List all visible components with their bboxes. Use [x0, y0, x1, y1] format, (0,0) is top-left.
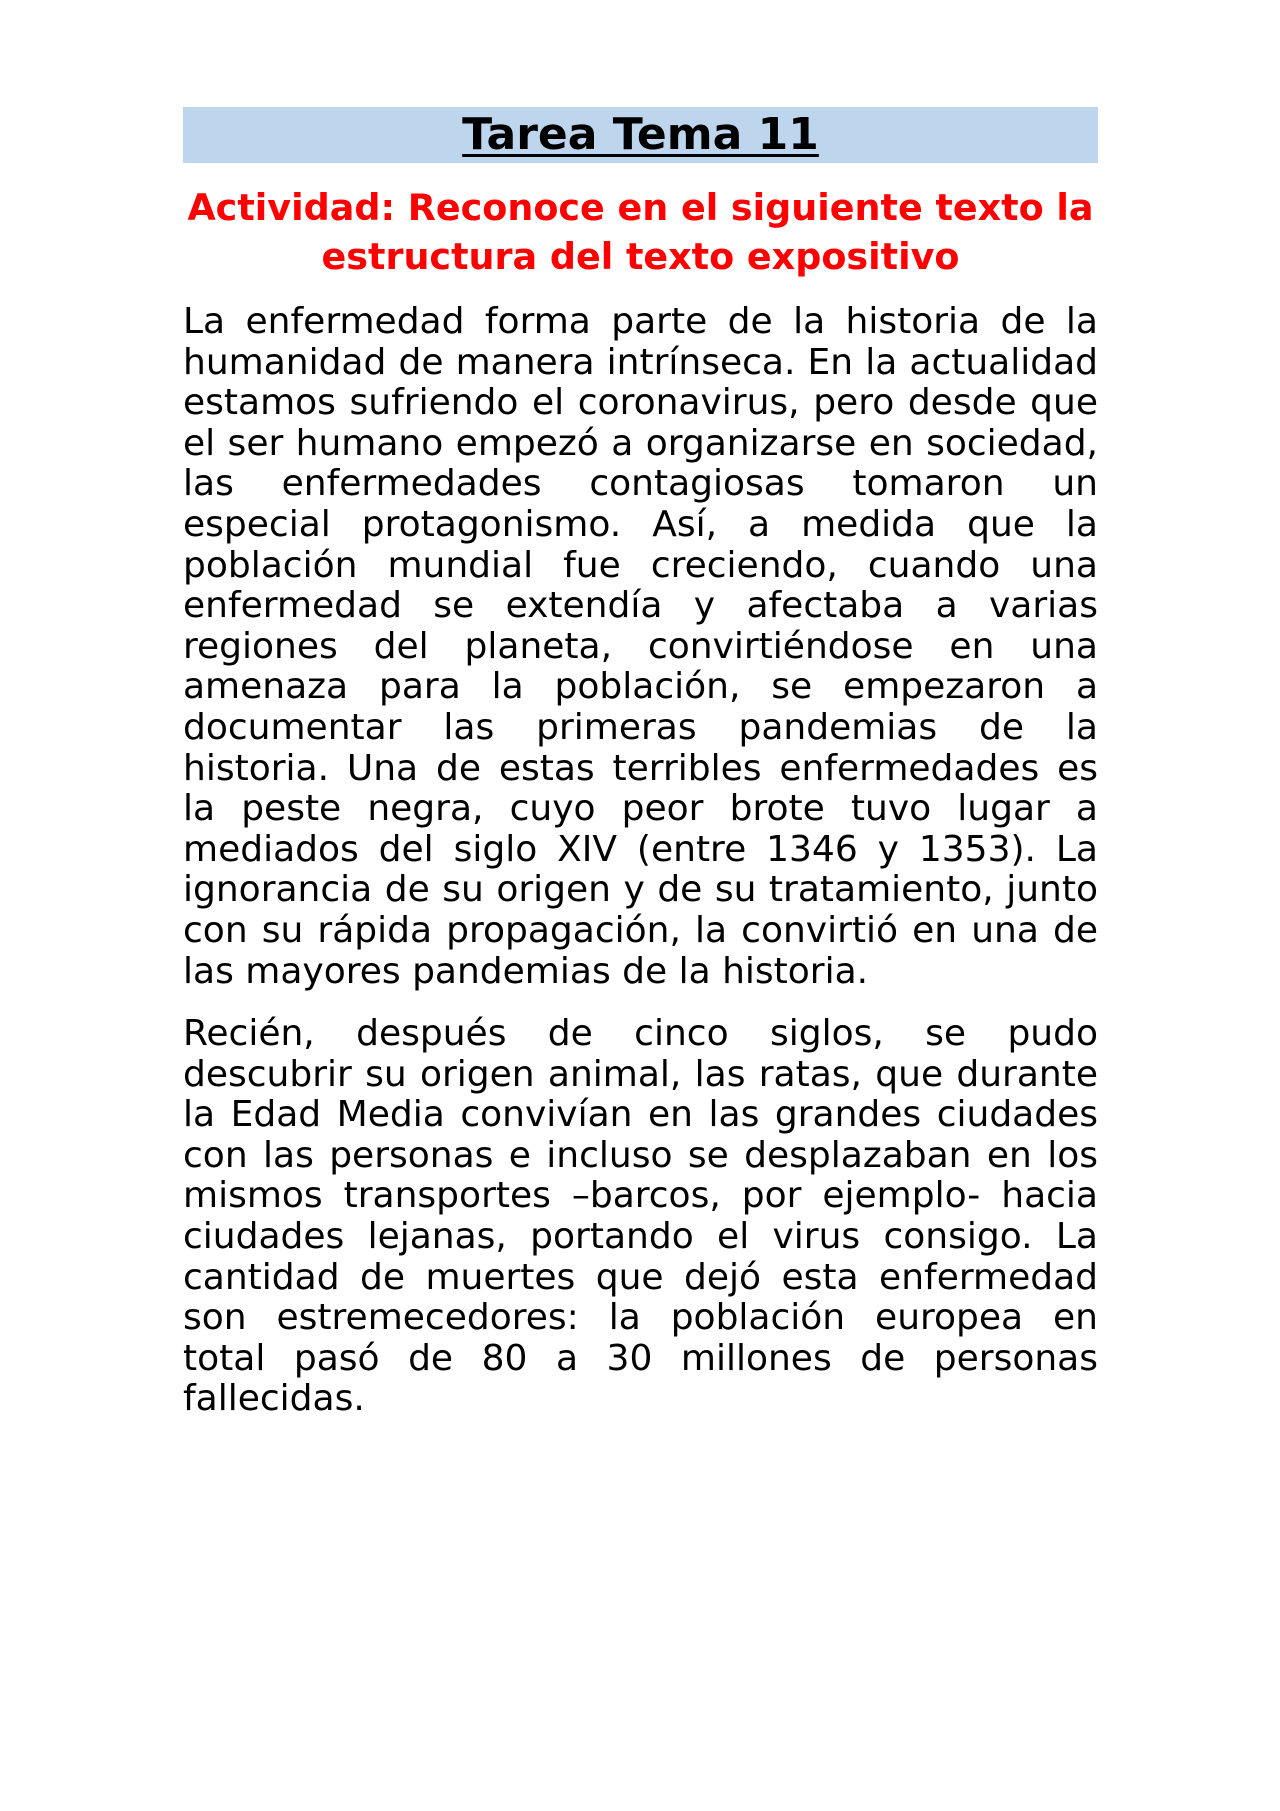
document-page	[183, 107, 1098, 1420]
activity-instruction: Actividad: Reconoce en el siguiente texto la estructura del texto expositivo	[187, 186, 1094, 278]
body-paragraph-2: Recién, después de cinco siglos, se pudo descubrir su origen animal, las ratas, que durante la Edad Media convivían en las grandes ciudades con las personas e incluso se desplazaban en los mismos transportes –barcos, por ejemplo- hacia ciudades lejanas, portando el virus consigo. La cantidad de muertes que dejó esta enfermedad son estremecedores: la población europea en total pasó de 80 a 30 millones de personas fallecidas.	[183, 1013, 1098, 1420]
page-title: Tarea Tema 11	[462, 109, 819, 160]
body-paragraph-1: La enfermedad forma parte de la historia de la humanidad de manera intrínseca. En la actualidad estamos sufriendo el coronavirus, pero desde que el ser humano empezó a organizarse en sociedad, las enfermedades contagiosas tomaron un especial protagonismo. Así, a medida que la población mundial fue creciendo, cuando una enfermedad se extendía y afectaba a varias regiones del planeta, convirtiéndose en una amenaza para la población, se empezaron a documentar las primeras pandemias de la historia. Una de estas terribles enfermedades es la peste negra, cuyo peor brote tuvo lugar a mediados del siglo XIV (entre 1346 y 1353). La ignorancia de su origen y de su tratamiento, junto con su rápida propagación, la convirtió en una de las mayores pandemias de la historia.	[183, 301, 1098, 992]
title-band	[183, 107, 1098, 163]
